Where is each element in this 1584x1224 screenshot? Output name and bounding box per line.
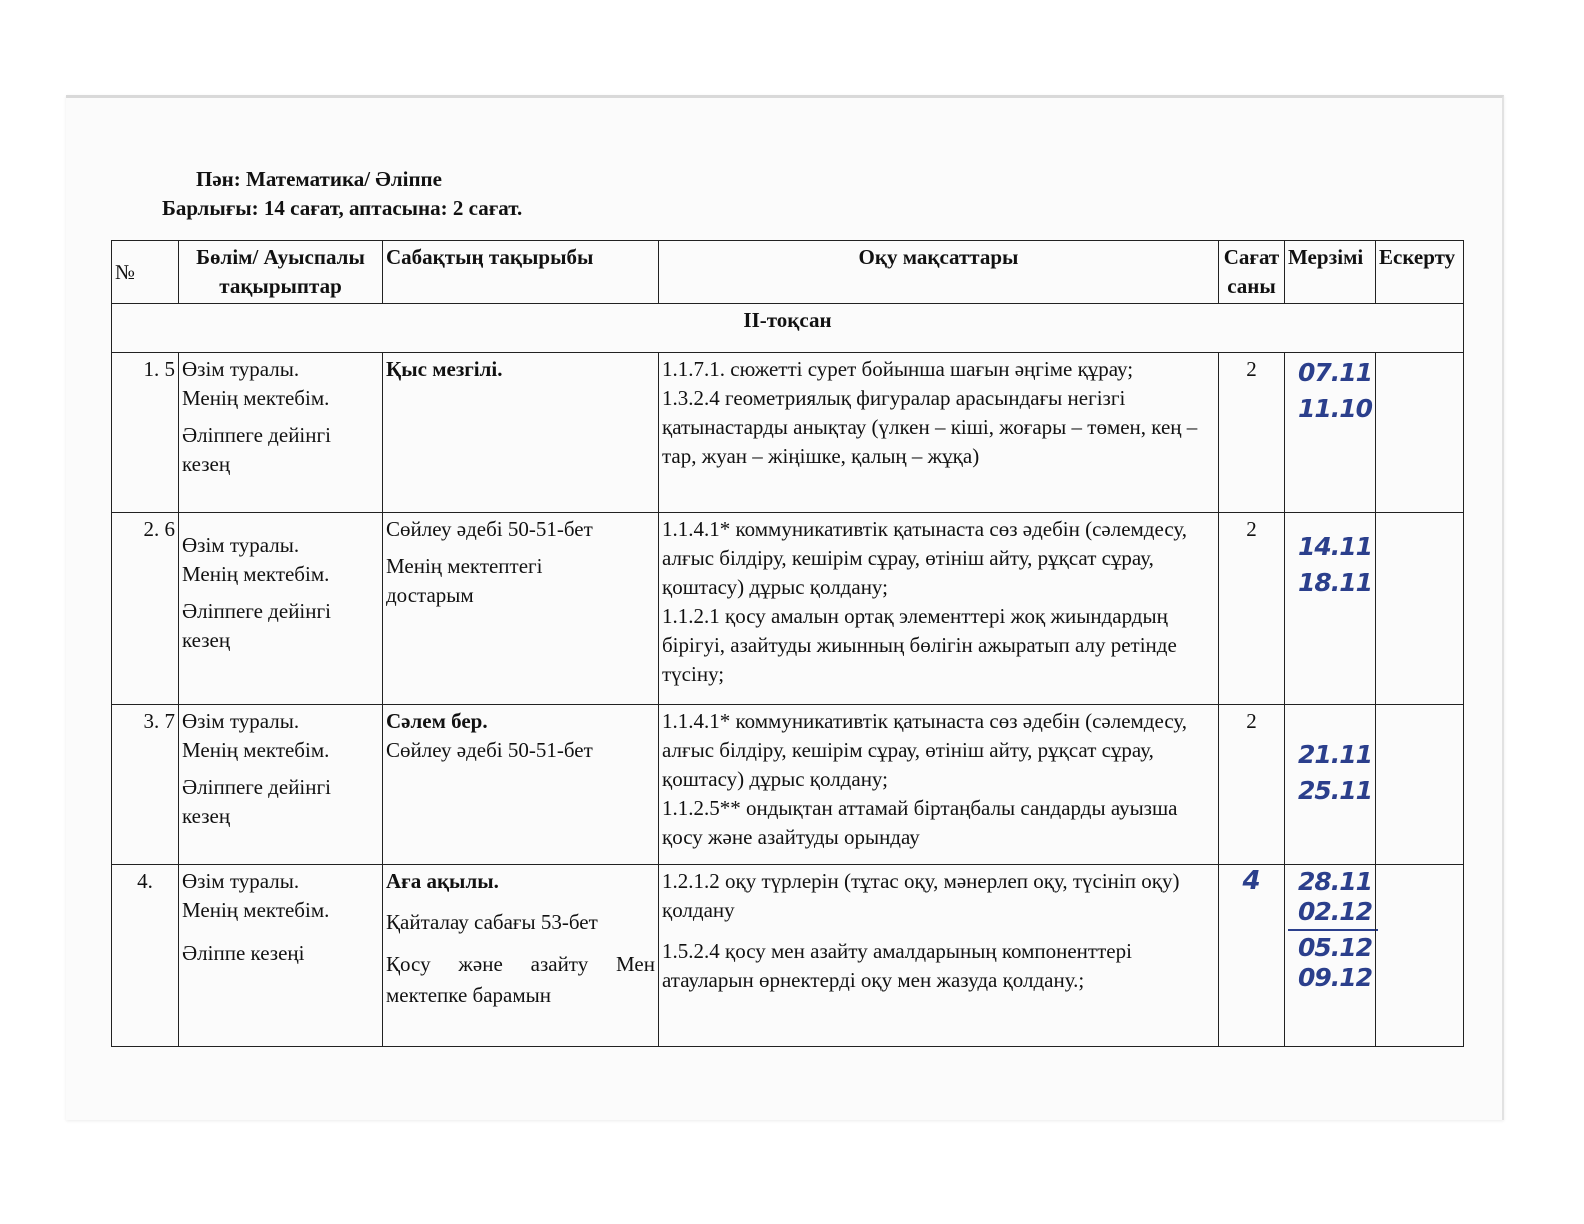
handwritten-date: 28.11 bbox=[1298, 867, 1373, 896]
notes-cell bbox=[1376, 865, 1464, 1047]
section-stage: Әліппеге дейінгі кезең bbox=[182, 423, 331, 476]
topic-subtitle: Қосу және азайту Мен мектепке барамын bbox=[386, 952, 655, 1007]
table-row bbox=[112, 513, 1464, 705]
goal-text: 1.1.7.1. сюжетті сурет бойынша шағын әңгіме құрау; bbox=[662, 357, 1134, 381]
hours-cell bbox=[1219, 865, 1285, 1047]
topic-subtitle: Қайталау сабағы 53-бет bbox=[386, 910, 598, 934]
section-stage: Әліппеге дейінгі кезең bbox=[182, 599, 331, 652]
section-line: Өзім туралы. bbox=[182, 533, 300, 557]
section-line: Менің мектебім. bbox=[182, 738, 330, 762]
lesson-plan-table bbox=[111, 240, 1464, 1047]
goals-cell bbox=[659, 865, 1219, 1047]
topic-subtitle: Менің мектептегі достарым bbox=[386, 554, 543, 607]
goal-text: 1.1.4.1* коммуникативтік қатынаста сөз әдебін (сәлемдесу, алғыс білдіру, кешірім сұрау, өтініш айту, рұқсат сұрау, қоштасу) дұрыс қолдану; bbox=[662, 517, 1188, 599]
handwritten-date: 11.10 bbox=[1298, 394, 1373, 423]
notes-cell bbox=[1376, 705, 1464, 865]
goal-text: 1.5.2.4 қосу мен азайту амалдарының компоненттері атауларын өрнектерді оқу мен жазуда қолдану.; bbox=[662, 939, 1132, 992]
handwritten-date: 05.12 bbox=[1298, 933, 1373, 962]
quarter-row bbox=[112, 304, 1464, 353]
topic-cell bbox=[383, 865, 659, 1047]
section-line: Өзім туралы. bbox=[182, 709, 300, 733]
table-row bbox=[112, 865, 1464, 1047]
handwritten-date: 14.11 bbox=[1298, 532, 1373, 561]
row-number: 4. bbox=[112, 865, 179, 1047]
total-hours-line: Барлығы: 14 сағат, аптасына: 2 сағат. bbox=[162, 196, 523, 220]
section-line: Менің мектебім. bbox=[182, 562, 330, 586]
row-number: 1. 5 bbox=[112, 353, 179, 513]
hours-cell: 2 bbox=[1219, 513, 1285, 705]
goal-text: 1.1.2.5** ондықтан аттамай біртаңбалы сандарды ауызша қосу және азайтуды орындау bbox=[662, 796, 1178, 849]
handwritten-date: 07.11 bbox=[1298, 358, 1373, 387]
goal-text: 1.1.2.1 қосу амалын ортақ элементтері жоқ жиындардың бірігуі, азайтуды жиынның бөлігін ажыратып алу ретінде түсіну; bbox=[662, 604, 1177, 686]
col-goals-header: Оқу мақсаттары bbox=[659, 241, 1219, 304]
section-line: Менің мектебім. bbox=[182, 898, 330, 922]
goal-text: 1.3.2.4 геометриялық фигуралар арасындағы негізгі қатынастарды анықтау (үлкен – кіші, жоғары – төмен, кең – тар, жуан – жіңішке, қалың – жұқа) bbox=[662, 386, 1198, 468]
col-hours-header: Сағат саны bbox=[1219, 241, 1285, 304]
col-num-header: № bbox=[112, 241, 179, 304]
table-row bbox=[112, 705, 1464, 865]
topic-subtitle: Сөйлеу әдебі 50-51-бет bbox=[386, 517, 593, 541]
section-cell bbox=[179, 705, 383, 865]
section-cell bbox=[179, 865, 383, 1047]
topic-title: Сәлем бер. bbox=[386, 709, 488, 733]
section-line: Өзім туралы. bbox=[182, 357, 300, 381]
notes-cell bbox=[1376, 513, 1464, 705]
topic-cell bbox=[383, 705, 659, 865]
topic-cell bbox=[383, 513, 659, 705]
handwritten-divider bbox=[1288, 929, 1378, 931]
hours-cell: 2 bbox=[1219, 353, 1285, 513]
table-row bbox=[112, 353, 1464, 513]
goal-text: 1.2.1.2 оқу түрлерін (тұтас оқу, мәнерлеп оқу, түсініп оқу) қолдану bbox=[662, 869, 1180, 922]
subject-line: Пән: Математика/ Әліппе bbox=[196, 167, 442, 191]
handwritten-date: 21.11 bbox=[1298, 740, 1373, 769]
header-row bbox=[112, 241, 1464, 304]
handwritten-date: 09.12 bbox=[1298, 963, 1373, 992]
section-line: Менің мектебім. bbox=[182, 386, 330, 410]
section-stage: Әліппе кезеңі bbox=[182, 941, 305, 965]
row-number: 2. 6 bbox=[112, 513, 179, 705]
topic-title: Аға ақылы. bbox=[386, 869, 499, 893]
section-cell bbox=[179, 513, 383, 705]
section-line: Өзім туралы. bbox=[182, 869, 300, 893]
notes-cell bbox=[1376, 353, 1464, 513]
col-topic-header: Сабақтың тақырыбы bbox=[383, 241, 659, 304]
col-notes-header: Ескерту bbox=[1376, 241, 1464, 304]
dates-cell bbox=[1285, 705, 1376, 865]
col-section-header: Бөлім/ Ауыспалы тақырыптар bbox=[179, 241, 383, 304]
goal-text: 1.1.4.1* коммуникативтік қатынаста сөз әдебін (сәлемдесу, алғыс білдіру, кешірім сұрау, өтініш айту, рұқсат сұрау, қоштасу) дұрыс қолдану; bbox=[662, 709, 1188, 791]
topic-cell bbox=[383, 353, 659, 513]
handwritten-date: 25.11 bbox=[1298, 776, 1373, 805]
topic-subtitle: Сөйлеу әдебі 50-51-бет bbox=[386, 738, 593, 762]
dates-cell bbox=[1285, 865, 1376, 1047]
hours-cell: 2 bbox=[1219, 705, 1285, 865]
handwritten-date: 02.12 bbox=[1298, 897, 1373, 926]
handwritten-hours: 4 bbox=[1242, 866, 1261, 896]
goals-cell bbox=[659, 353, 1219, 513]
goals-cell bbox=[659, 513, 1219, 705]
section-cell bbox=[179, 353, 383, 513]
handwritten-date: 18.11 bbox=[1298, 568, 1373, 597]
topic-title: Қыс мезгілі. bbox=[386, 357, 503, 381]
goals-cell bbox=[659, 705, 1219, 865]
dates-cell bbox=[1285, 353, 1376, 513]
dates-cell bbox=[1285, 513, 1376, 705]
section-stage: Әліппеге дейінгі кезең bbox=[182, 775, 331, 828]
col-dates-header: Мерзімі bbox=[1285, 241, 1376, 304]
row-number: 3. 7 bbox=[112, 705, 179, 865]
quarter-label: ІІ-тоқсан bbox=[112, 304, 1464, 353]
